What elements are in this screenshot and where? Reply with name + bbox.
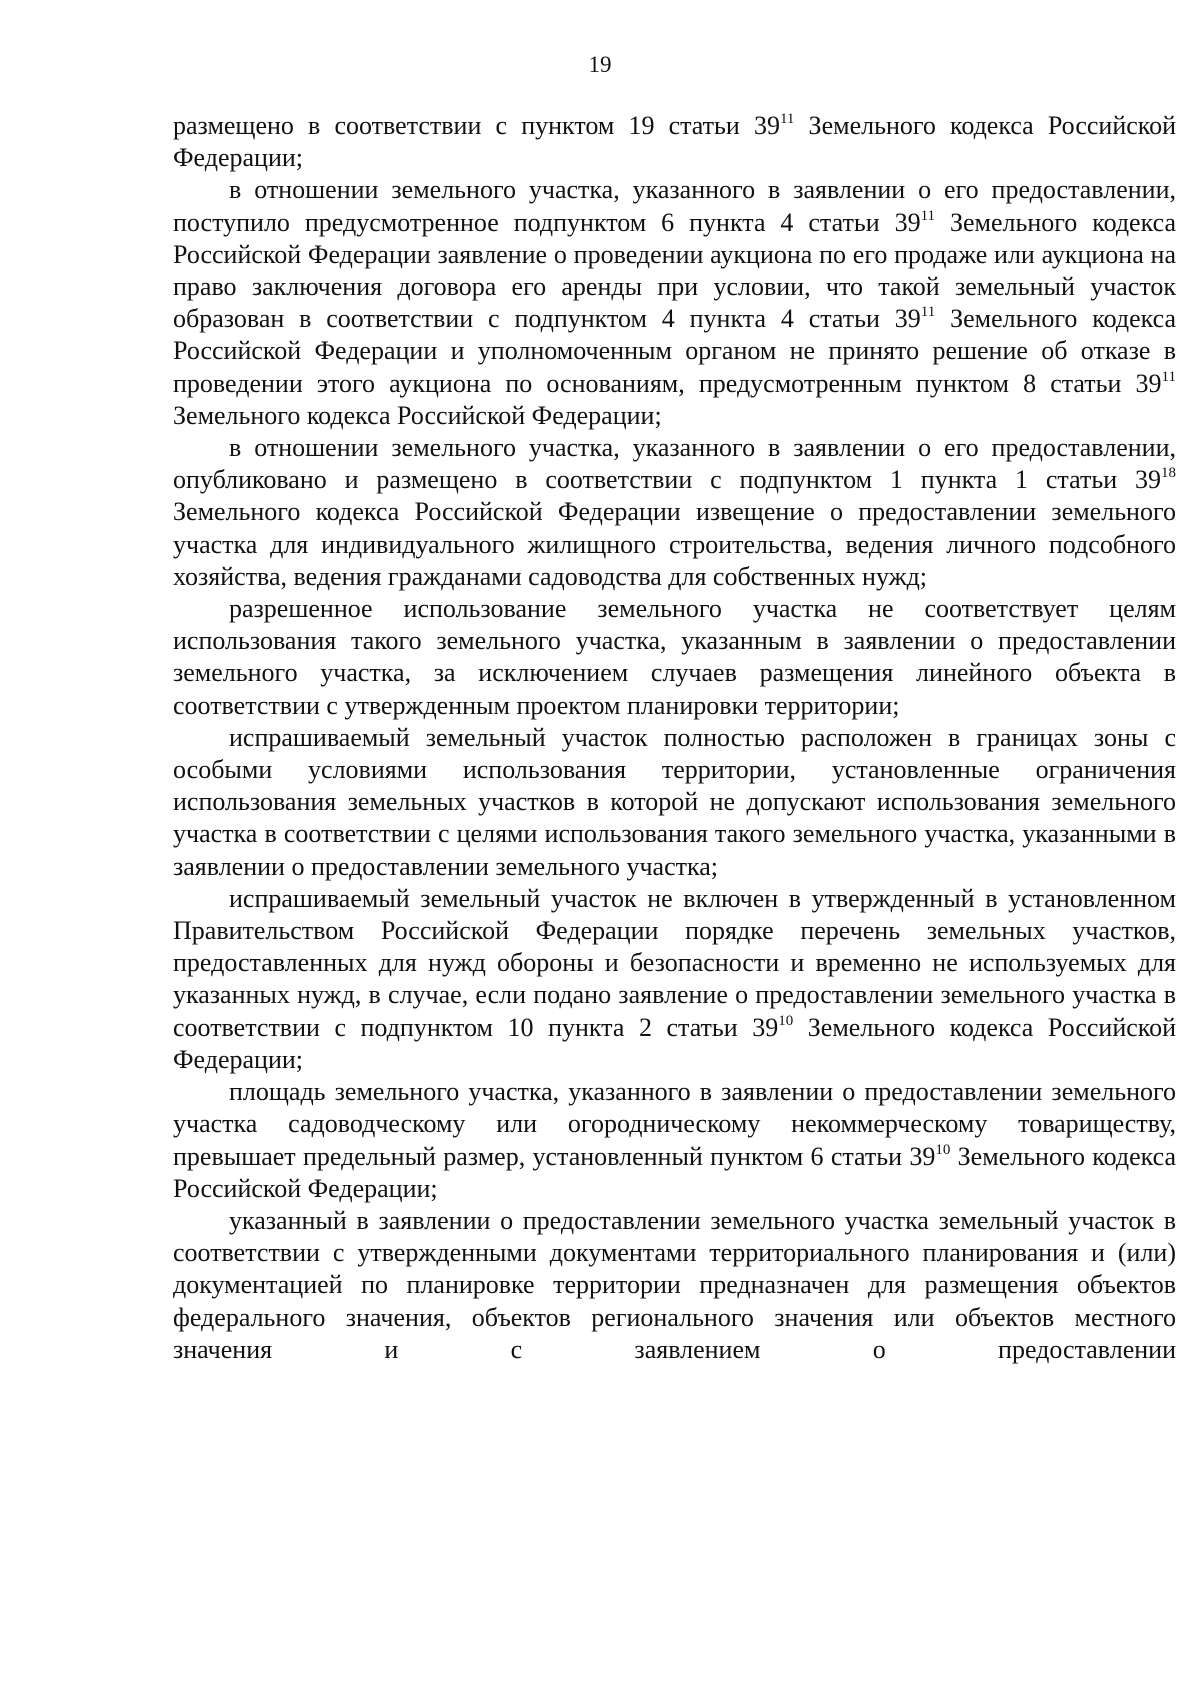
paragraph: указанный в заявлении о предоставлении земельного участка земельный участок в соответствии с утвержденными документами территориального планирования и (или) документацией по планировке территории предназначен для размещения объектов федерального значения, объектов регионального значения или объектов местного значения и с заявлением о предоставлении (173, 1205, 1176, 1364)
paragraph: разрешенное использование земельного участка не соответствует целям использования такого земельного участка, указанным в заявлении о предоставлении земельного участка, за исключением случаев размещения линейного объекта в соответствии с утвержденным проектом планировки территории; (173, 594, 1176, 720)
paragraph: в отношении земельного участка, указанного в заявлении о его предоставлении, опубликовано и размещено в соответствии с подпунктом 1 пункта 1 статьи $39^{18}$ Земельного кодекса Российской Федерации извещение о предоставлении земельного участка для индивидуального жилищного строительства, ведения личного подсобного хозяйства, ведения гражданами садоводства для собственных нужд; (173, 433, 1176, 591)
paragraph: в отношении земельного участка, указанного в заявлении о его предоставлении, поступило предусмотренное подпунктом 6 пункта 4 статьи $39^{11}$ Земельного кодекса Российской Федерации заявление о проведении аукциона по его продаже или аукциона на право заключения договора его аренды при условии, что такой земельный участок образован в соответствии с подпунктом 4 пункта 4 статьи $39^{11}$ Земельного кодекса Российской Федерации и уполномоченным органом не принято решение об отказе в проведении этого аукциона по основаниям, предусмотренным пунктом 8 статьи $39^{11}$ Земельного кодекса Российской Федерации; (173, 175, 1176, 430)
document-body (173, 110, 1176, 1366)
paragraph: испрашиваемый земельный участок не включен в утвержденный в установленном Правительством Российской Федерации порядке перечень земельных участков, предоставленных для нужд обороны и безопасности и временно не используемых для указанных нужд, в случае, если подано заявление о предоставлении земельного участка в соответствии с подпунктом 10 пункта 2 статьи $39^{10}$ Земельного кодекса Российской Федерации; (173, 883, 1177, 1074)
paragraph: площадь земельного участка, указанного в заявлении о предоставлении земельного участка садоводческому или огородническому некоммерческому товариществу, превышает предельный размер, установленный пунктом 6 статьи $39^{10}$ Земельного кодекса Российской Федерации; (173, 1077, 1176, 1203)
paragraph: испрашиваемый земельный участок полностью расположен в границах зоны с особыми условиями использования территории, установленные ограничения использования земельных участков в которой не допускают использования земельного участка в соответствии с целями использования такого земельного участка, указанными в заявлении о предоставлении земельного участка; (173, 722, 1176, 881)
page-number: 19 (588, 52, 612, 77)
paragraph: размещено в соответствии с пунктом 19 статьи $39^{11}$ Земельного кодекса Российской Федерации; (173, 111, 1177, 173)
